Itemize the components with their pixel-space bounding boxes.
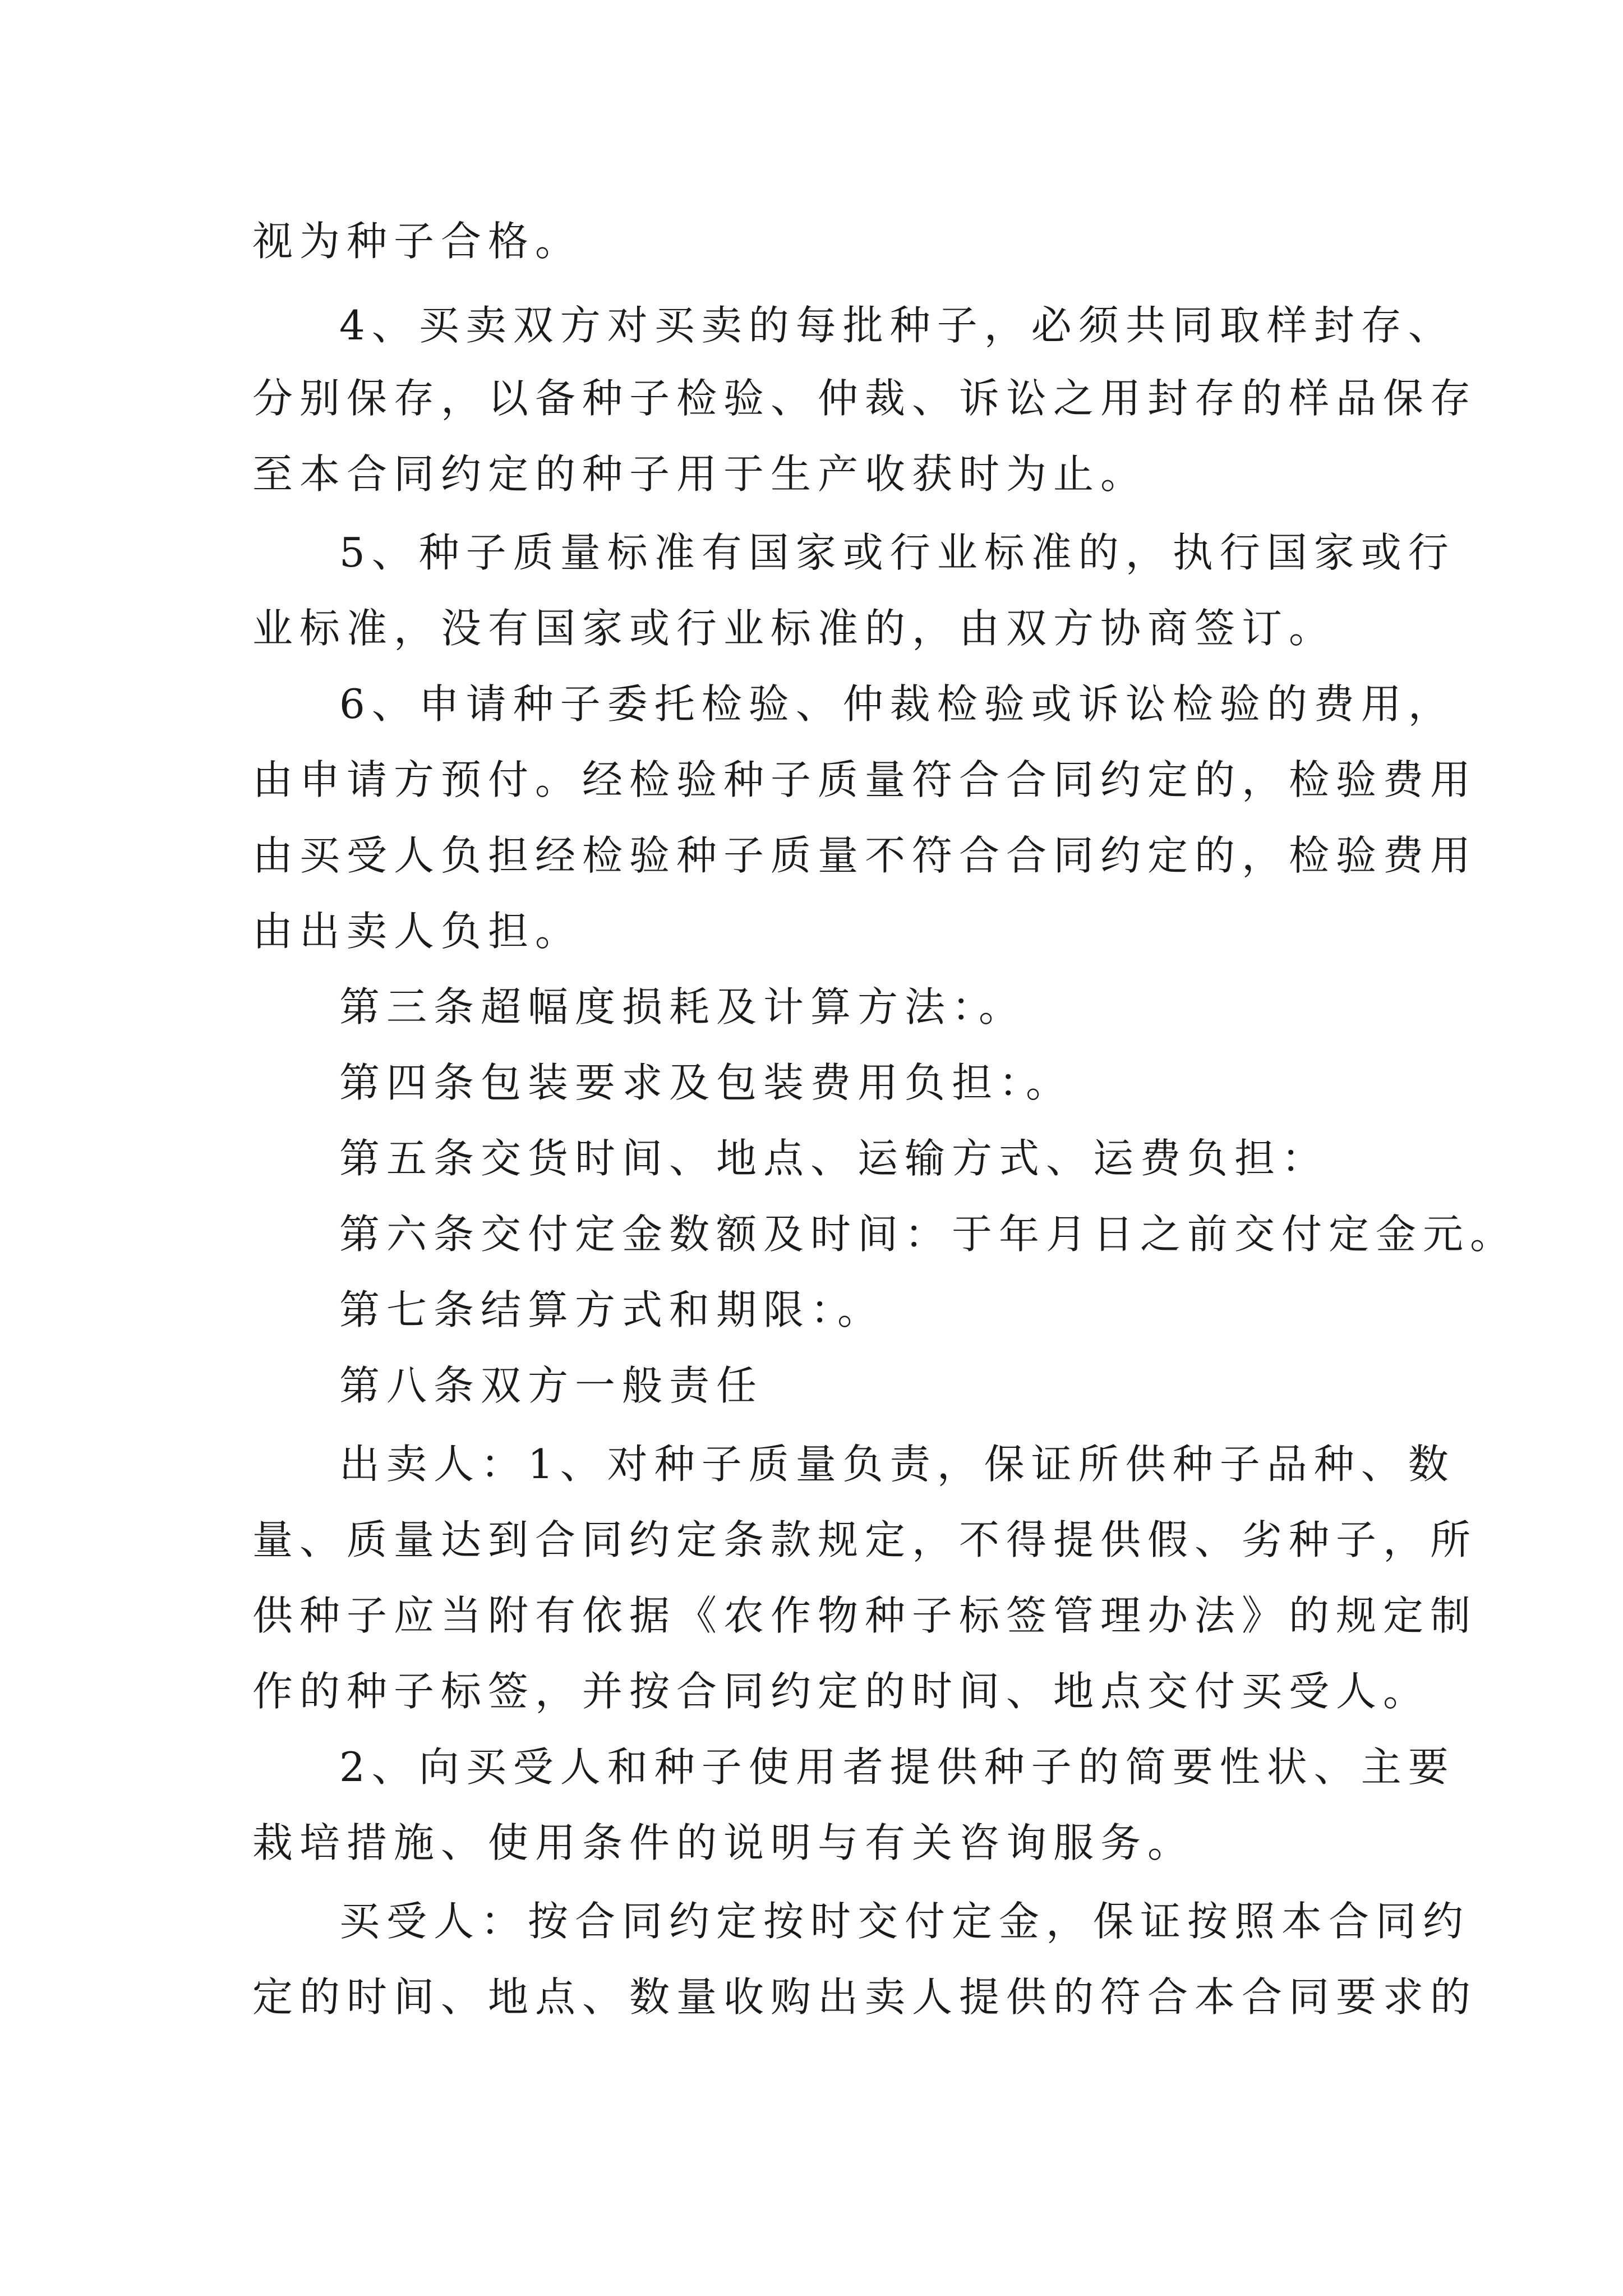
text-line: 业标准，没有国家或行业标准的，由双方协商签订。	[252, 605, 1336, 652]
text-line: 5、种子质量标准有国家或行业标准的，执行国家或行	[339, 529, 1455, 576]
text-line: 6、申请种子委托检验、仲裁检验或诉讼检验的费用，	[339, 680, 1455, 728]
text-line: 供种子应当附有依据《农作物种子标签管理办法》的规定制	[252, 1592, 1478, 1639]
text-line: 定的时间、地点、数量收购出卖人提供的符合本合同要求的	[252, 1973, 1478, 2021]
text-line: 由买受人负担经检验种子质量不符合合同约定的，检验费用	[252, 832, 1478, 879]
text-line: 量、质量达到合同约定条款规定，不得提供假、劣种子，所	[252, 1516, 1478, 1563]
text-line: 出卖人：1、对种子质量负责，保证所供种子品种、数	[339, 1441, 1455, 1488]
text-line: 第六条交付定金数额及时间：于年月日之前交付定金元。	[339, 1211, 1518, 1258]
text-line: 第三条超幅度损耗及计算方法：。	[339, 983, 1026, 1030]
text-line: 第七条结算方式和期限：。	[339, 1286, 885, 1333]
text-line: 第五条交货时间、地点、运输方式、运费负担：	[339, 1135, 1329, 1182]
text-line: 由申请方预付。经检验种子质量符合合同约定的，检验费用	[252, 756, 1478, 803]
text-line: 作的种子标签，并按合同约定的时间、地点交付买受人。	[252, 1668, 1431, 1715]
text-line: 栽培措施、使用条件的说明与有关咨询服务。	[252, 1819, 1195, 1866]
text-line: 买受人：按合同约定按时交付定金，保证按照本合同约	[339, 1898, 1470, 1945]
text-line: 4、买卖双方对买卖的每批种子，必须共同取样封存、	[339, 302, 1455, 349]
text-line: 第四条包装要求及包装费用负担：。	[339, 1059, 1073, 1106]
text-line: 第八条双方一般责任	[339, 1362, 764, 1409]
text-line: 视为种子合格。	[252, 218, 583, 265]
text-line: 由出卖人负担。	[252, 908, 583, 955]
text-line: 分别保存，以备种子检验、仲裁、诉讼之用封存的样品保存	[252, 375, 1478, 422]
text-line: 至本合同约定的种子用于生产收获时为止。	[252, 450, 1148, 498]
text-line: 2、向买受人和种子使用者提供种子的简要性状、主要	[339, 1743, 1455, 1791]
